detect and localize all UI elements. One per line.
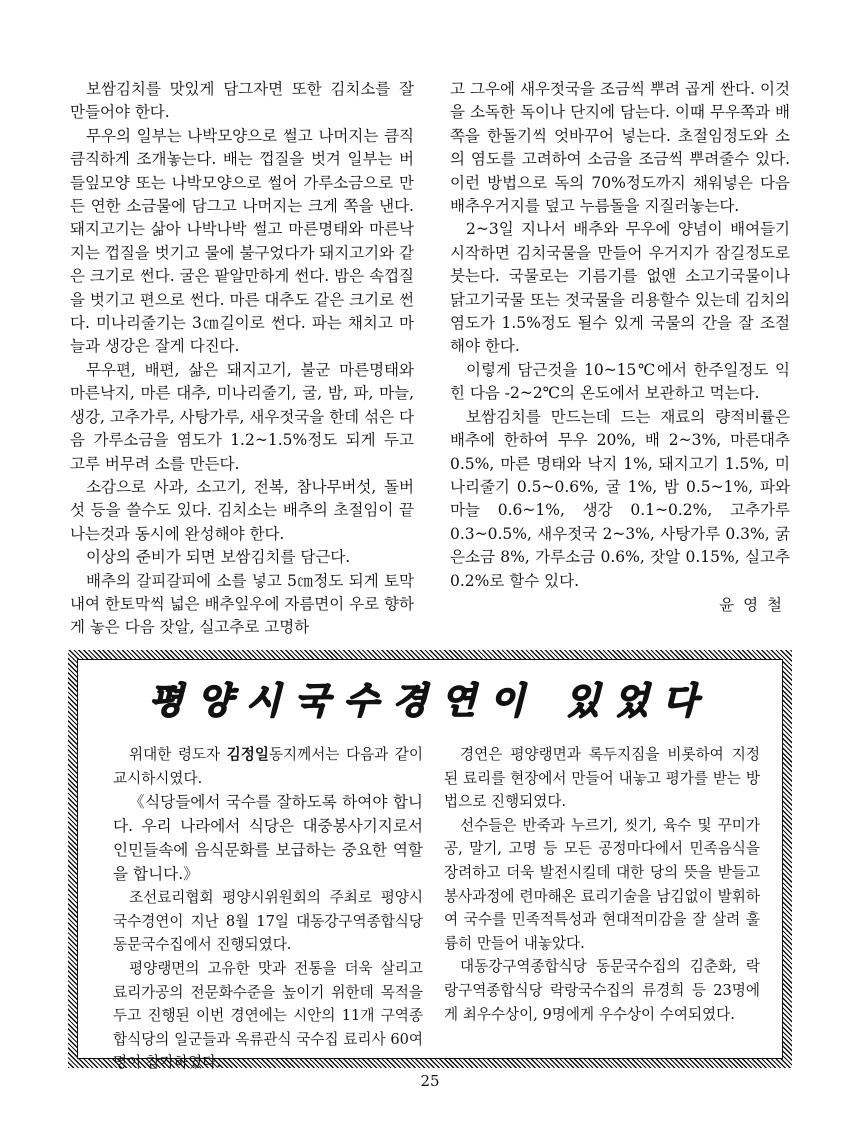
intro-before: 위대한 령도자	[129, 746, 227, 763]
box-headline: 평양시국수경연이 있었다	[148, 681, 712, 722]
box-right-column	[444, 743, 760, 1026]
paragraph: 무우의 일부는 나박모양으로 썰고 나머지는 큼직큼직하게 조개놓는다. 배는 껍질을 벗겨 일부는 버들잎모양 또는 나박모양으로 썰어 가루소금으로 만든 연한 소금물에 담그고 나머지는 크게 쪽을 낸다. 돼지고기는 삶아 나박나박 썰고 마른명태와 마른낙지는 껍질을 벗기고 물에 불구었다가 돼지고기와 같은 크기로 썬다. 굴은 팥알만하게 썬다. 밤은 속껍질을 벗기고 편으로 썬다. 마른 대추도 같은 크기로 썬다. 미나리줄기는 3㎝길이로 썬다. 파는 채치고 마늘과 생강은 잘게 다진다.	[70, 126, 414, 356]
article-left-column	[70, 78, 414, 640]
page-number: 25	[420, 1072, 440, 1090]
paragraph: 보쌈김치를 만드는데 드는 재료의 량적비률은 배추에 한하여 무우 20%, 배 2~3%, 마른대추 0.5%, 마른 명태와 낙지 1%, 돼지고기 1.5%, 미나리줄기 0.5~0.6%, 굴 1%, 밤 0.5~1%, 파와 마늘 0.6~1%, 생강 0.1~0.2%, 고추가루 0.3~0.5%, 새우젓국 2~3%, 사탕가루 0.3%, 굵은소금 8%, 가루소금 0.6%, 잣알 0.15%, 실고추 0.2%로 할수 있다.	[450, 407, 790, 590]
paragraph: 평양랭면의 고유한 맛과 전통을 더욱 살리고 료리가공의 전문화수준을 높이기 위한데 목적을 두고 진행된 이번 경연에는 시안의 11개 구역종합식당의 일군들과 옥류관식 국수집 료리사 60여명이 참가하였다.	[113, 959, 423, 1072]
paragraph: 선수들은 반죽과 누르기, 씻기, 육수 및 꾸미가공, 말기, 고명 등 모든 공정마다에서 민족음식을 장려하고 더욱 발전시킬데 대한 당의 뜻을 받들고 봉사과정에 련마해온 료리기술을 남김없이 발휘하여 국수를 민족적특성과 현대적미감을 잘 살려 훌륭히 만들어 내놓았다.	[444, 816, 760, 952]
paragraph: 고 그우에 새우젓국을 조금씩 뿌려 곱게 싼다. 이것을 소독한 독이나 단지에 담는다. 이때 무우쪽과 배쪽을 한돌기씩 엇바꾸어 넣는다. 초절임정도와 소의 염도를 고려하여 소금을 조금씩 뿌려줄수 있다. 이런 방법으로 독의 70%정도까지 채워넣은 다음 배추우거지를 덮고 누름돌을 지질러놓는다.	[450, 80, 790, 216]
paragraph: 배추의 갈피갈피에 소를 넣고 5㎝정도 되게 토막내여 한토막씩 넓은 배추잎우에 자름면이 우로 향하게 놓은 다음 잣알, 실고추로 고명하	[70, 571, 414, 637]
author-byline: 윤 영 철	[719, 595, 784, 614]
quote-paragraph: 《식당들에서 국수를 잘하도록 하여야 합니다. 우리 나라에서 식당은 대중봉사기지로서 인민들속에 음식문화를 보급하는 중요한 역할을 합니다.》	[113, 793, 423, 884]
paragraph: 이렇게 담근것을 10~15℃에서 한주일정도 익힌 다음 -2~2℃의 온도에서 보관하고 먹는다.	[450, 360, 790, 403]
box-left-column	[113, 743, 423, 1075]
paragraph: 이상의 준비가 되면 보쌈김치를 담근다.	[86, 548, 351, 567]
paragraph: 보쌈김치를 맛있게 담그자면 또한 김치소를 잘 만들어야 한다.	[70, 80, 414, 122]
paragraph: 조선료리협회 평양시위원회의 주최로 평양시국수경연이 지난 8월 17일 대동강구역종합식당 동문국수집에서 진행되였다.	[113, 889, 423, 954]
paragraph: 무우편, 배편, 삶은 돼지고기, 불군 마른명태와 마른낙지, 마른 대추, 미나리줄기, 굴, 밤, 파, 마늘, 생강, 고추가루, 사탕가루, 새우젓국을 한데 섞은 다음 가루소금을 염도가 1.2~1.5%정도 되게 두고 고루 버무려 소를 만든다.	[70, 360, 414, 473]
leader-name: 김정일	[226, 746, 269, 763]
paragraph: 경연은 평양랭면과 록두지짐을 비롯하여 지정된 료리를 현장에서 만들어 내놓고 평가를 받는 방법으로 진행되였다.	[444, 746, 760, 811]
intro-after: 동지께서는 다음과 같이 교시하시였다.	[113, 746, 423, 787]
intro-paragraph	[113, 743, 423, 790]
paragraph: 2~3일 지나서 배추와 무우에 양념이 배여들기 시작하면 김치국물을 만들어 우거지가 잠길정도로 붓는다. 국물로는 기름기를 없앤 소고기국물이나 닭고기국물 또는 젓국물을 리용할수 있는데 김치의 염도가 1.5%정도 될수 있게 국물의 간을 잘 조절해야 한다.	[450, 220, 790, 356]
paragraph: 대동강구역종합식당 동문국수집의 김춘화, 락랑구역종합식당 락랑국수집의 류경희 등 23명에게 최우수상이, 9명에게 우수상이 수여되였다.	[444, 958, 760, 1023]
article-right-column	[450, 78, 790, 617]
news-box	[68, 650, 792, 1072]
paragraph: 소감으로 사과, 소고기, 전복, 참나무버섯, 돌버섯 등을 쓸수도 있다. 김치소는 배추의 초절임이 끝나는것과 동시에 완성해야 한다.	[70, 477, 414, 543]
